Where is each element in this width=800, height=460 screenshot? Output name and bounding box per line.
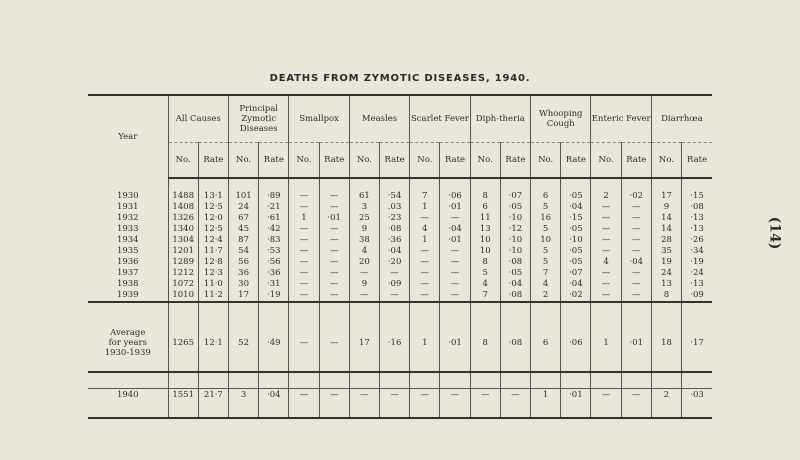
table-cell: 35 [651,246,681,257]
table-cell: ·09 [682,290,712,302]
table-cell: ·13 [682,213,712,224]
table-cell: 1551 [168,372,198,418]
sub-no: No. [651,143,681,179]
table-cell: 8 [470,302,500,372]
sub-no: No. [531,143,561,179]
table-cell: ·10 [500,213,530,224]
table-cell: 4 [591,257,621,268]
table-cell: — [621,290,651,302]
table-cell: ·01 [561,372,591,418]
table-cell: 101 [228,178,258,202]
table-cell: ·04 [561,279,591,290]
table-cell: — [410,372,440,418]
col-diarrhoea: Diarrhœa [651,95,712,143]
table-cell: — [591,279,621,290]
table-cell: — [319,246,349,257]
table-cell: ·09 [380,279,410,290]
table-cell: 18 [651,302,681,372]
table-cell: 1 [531,372,561,418]
table-cell: — [410,257,440,268]
table-cell: ·54 [380,178,410,202]
table-cell: 21·7 [198,372,228,418]
table-cell: — [319,279,349,290]
table-cell: 1 [289,213,319,224]
table-cell: 10 [470,235,500,246]
table-row [88,213,712,224]
table-cell: 9 [651,202,681,213]
sub-no: No. [168,143,198,179]
table-cell: — [319,257,349,268]
row-year: 1937 [116,268,139,278]
col-all-causes: All Causes [168,95,228,143]
table-cell: 2 [591,178,621,202]
row-year: 1932 [116,213,139,223]
table-cell: 87 [228,235,258,246]
sub-rate: Rate [380,143,410,179]
table-cell: 17 [228,290,258,302]
table-cell: — [289,224,319,235]
table-row [88,202,712,213]
table-row [88,279,712,290]
table-cell: ·49 [259,302,289,372]
table-cell: ·04 [440,224,470,235]
sub-no: No. [349,143,379,179]
table-cell: — [289,257,319,268]
table-cell: ·08 [500,257,530,268]
table-cell: 28 [651,235,681,246]
table-cell: — [410,290,440,302]
table-cell: ·19 [259,290,289,302]
table-cell: 6 [531,302,561,372]
table-cell: ·10 [561,235,591,246]
page-title: DEATHS FROM ZYMOTIC DISEASES, 1940. [269,73,531,84]
table-cell: — [289,279,319,290]
table-row [88,178,712,202]
table-cell: 20 [349,257,379,268]
table-cell: ·08 [380,224,410,235]
table-cell: 1 [410,202,440,213]
table-cell: — [319,268,349,279]
table-cell: 6 [531,178,561,202]
table-cell: ·05 [561,178,591,202]
table-cell: ·20 [380,257,410,268]
table-cell: ·04 [380,246,410,257]
table-cell: 1289 [168,257,198,268]
table-cell: ·05 [561,224,591,235]
table-cell: — [410,268,440,279]
table-cell: 9 [349,279,379,290]
table-cell: 12·1 [198,302,228,372]
table-cell: 11·2 [198,290,228,302]
sub-header-row [88,143,712,179]
table-cell: 4 [349,246,379,257]
table-cell: 3 [349,202,379,213]
table-cell: 17 [651,178,681,202]
table-cell: 8 [651,290,681,302]
table-cell: — [289,235,319,246]
table-cell: 56 [228,257,258,268]
table-cell: 13 [651,279,681,290]
table-cell: — [621,224,651,235]
table-cell: ·08 [500,290,530,302]
row-year: 1934 [116,235,139,245]
table-cell: 12·3 [198,268,228,279]
table-cell: ·10 [500,246,530,257]
table-cell: ·89 [259,178,289,202]
current-year: 1940 [88,372,168,418]
sub-rate: Rate [319,143,349,179]
table-cell: — [349,290,379,302]
table-cell: — [319,235,349,246]
table-cell: ·05 [561,246,591,257]
table-cell: 1072 [168,279,198,290]
year-header: Year [88,95,168,178]
sub-rate: Rate [682,143,712,179]
table-cell: ·05 [561,257,591,268]
table-cell: 7 [470,290,500,302]
table-cell: — [410,279,440,290]
table-cell: ·24 [682,268,712,279]
table-cell: 24 [228,202,258,213]
table-cell: 7 [531,268,561,279]
table-cell: 67 [228,213,258,224]
table-cell: — [500,372,530,418]
table-cell: 1340 [168,224,198,235]
table-cell: 5 [531,257,561,268]
table-cell: — [621,372,651,418]
table-cell: 11 [470,213,500,224]
table-cell: ·04 [561,202,591,213]
sub-no: No. [228,143,258,179]
table-cell: 1 [410,302,440,372]
table-cell: ·36 [380,235,410,246]
sub-rate: Rate [259,143,289,179]
table-cell: — [591,202,621,213]
table-cell: — [591,290,621,302]
table-cell: ·13 [682,279,712,290]
table-cell: ·01 [440,302,470,372]
table-cell: 52 [228,302,258,372]
table-cell: — [289,202,319,213]
table-cell: — [621,268,651,279]
table-cell: 5 [531,246,561,257]
table-cell: 10 [531,235,561,246]
table-cell: — [319,178,349,202]
sub-no: No. [289,143,319,179]
table-row [88,235,712,246]
table-cell: — [440,279,470,290]
table-cell: ·21 [259,202,289,213]
table-cell: 10 [470,246,500,257]
table-cell: — [440,268,470,279]
current-year-row [88,372,712,418]
table-cell: ·03 [682,372,712,418]
table-row [88,268,712,279]
table-cell: ·05 [500,202,530,213]
table-cell: ·04 [259,372,289,418]
table-cell: ·02 [621,178,651,202]
table-cell: — [621,213,651,224]
table-cell: ·15 [561,213,591,224]
table-cell: 3 [228,372,258,418]
table-cell: — [591,246,621,257]
col-principal-zymotic: Principal Zymotic Diseases [228,95,288,143]
table-cell: 1265 [168,302,198,372]
table-cell: — [319,372,349,418]
table-cell: ·19 [682,257,712,268]
table-cell: 16 [531,213,561,224]
table-cell: 8 [470,178,500,202]
table-cell: ·31 [259,279,289,290]
table-cell: 6 [470,202,500,213]
table-cell: — [349,268,379,279]
table-cell: 11·7 [198,246,228,257]
table-cell: 14 [651,224,681,235]
table-cell: 12·5 [198,224,228,235]
average-row [88,302,712,372]
table-cell: 11·0 [198,279,228,290]
table-cell: — [621,235,651,246]
table-cell: — [289,178,319,202]
table-cell: ·26 [682,235,712,246]
table-cell: 2 [651,372,681,418]
table-cell: 5 [531,202,561,213]
table-cell: 36 [228,268,258,279]
table-cell: — [319,224,349,235]
table-cell: ·04 [621,257,651,268]
table-cell: 13·1 [198,178,228,202]
table-cell: — [591,235,621,246]
table-cell: 4 [531,279,561,290]
table-cell: 24 [651,268,681,279]
col-smallpox: Smallpox [289,95,349,143]
table-cell: ·01 [440,235,470,246]
table-cell: 1201 [168,246,198,257]
table-cell: ·12 [500,224,530,235]
sub-no: No. [410,143,440,179]
table-cell: — [380,290,410,302]
table-cell: — [410,246,440,257]
table-cell: 1488 [168,178,198,202]
col-enteric-fever: Enteric Fever [591,95,651,143]
sub-rate: Rate [621,143,651,179]
table-cell: ·56 [259,257,289,268]
table-cell: 9 [349,224,379,235]
table-cell: ·01 [319,213,349,224]
table-cell: ·07 [561,268,591,279]
table-cell: ·61 [259,213,289,224]
table-cell: 14 [651,213,681,224]
table-cell: ·34 [682,246,712,257]
table-cell: ·15 [682,178,712,202]
table-cell: — [289,290,319,302]
table-cell: 1010 [168,290,198,302]
table-cell: 1212 [168,268,198,279]
table-cell: — [319,202,349,213]
table-cell: 61 [349,178,379,202]
col-diphtheria: Diph-theria [470,95,530,143]
average-label-line: Average [110,328,146,338]
table-cell: — [349,372,379,418]
table-cell: 45 [228,224,258,235]
average-label-line: 1930-1939 [104,348,151,358]
group-header-row [88,95,712,143]
summary-rows [88,302,712,418]
yearly-rows [88,178,712,302]
table-cell: ·83 [259,235,289,246]
table-cell: ·01 [440,202,470,213]
table-cell: 1408 [168,202,198,213]
table-cell: ·53 [259,246,289,257]
table-cell: ·07 [500,178,530,202]
row-year: 1930 [116,190,139,201]
table-cell: — [440,257,470,268]
table-cell: — [289,372,319,418]
table-cell: 1 [410,235,440,246]
table-cell: ·23 [380,213,410,224]
row-year: 1936 [116,257,139,267]
sub-rate: Rate [440,143,470,179]
table-row [88,246,712,257]
table-cell: ·04 [500,279,530,290]
table-cell: 4 [410,224,440,235]
table-cell: — [591,213,621,224]
sub-rate: Rate [198,143,228,179]
table-cell: 25 [349,213,379,224]
table-cell: 13 [470,224,500,235]
table-cell: 1 [591,302,621,372]
table-cell: — [440,246,470,257]
col-measles: Measles [349,95,409,143]
table-cell: — [621,246,651,257]
table-cell: — [591,372,621,418]
table-cell: — [319,290,349,302]
table-cell: — [591,224,621,235]
table-cell: 12·8 [198,257,228,268]
table-cell: .03 [380,202,410,213]
average-label-line: for years [108,338,147,348]
row-year: 1939 [116,290,139,300]
sub-no: No. [591,143,621,179]
table-cell: ·36 [259,268,289,279]
table-cell: 54 [228,246,258,257]
row-year: 1933 [116,224,139,234]
table-cell: — [440,213,470,224]
table-cell: 30 [228,279,258,290]
page-number: (14) [766,216,783,250]
table-cell: — [289,268,319,279]
row-year: 1931 [116,202,139,212]
table-cell: ·05 [500,268,530,279]
table-cell: — [621,202,651,213]
table-cell: 5 [531,224,561,235]
table-row [88,224,712,235]
row-year: 1935 [116,246,139,256]
sub-rate: Rate [561,143,591,179]
table-cell: ·16 [380,302,410,372]
table-cell: ·02 [561,290,591,302]
table-row [88,290,712,302]
table-cell: 12·5 [198,202,228,213]
table-cell: 7 [410,178,440,202]
table-cell: ·06 [561,302,591,372]
table-cell: — [440,290,470,302]
table-cell: — [470,372,500,418]
table-cell: 17 [349,302,379,372]
table-cell: ·01 [621,302,651,372]
table-cell: 12·4 [198,235,228,246]
table-cell: — [289,302,319,372]
table-cell: — [410,213,440,224]
table-cell: 1326 [168,213,198,224]
sub-rate: Rate [500,143,530,179]
table-cell: ·08 [682,202,712,213]
table-cell: 2 [531,290,561,302]
table-cell: 8 [470,257,500,268]
col-scarlet-fever: Scarlet Fever [410,95,470,143]
table-cell: 19 [651,257,681,268]
table-cell: — [289,246,319,257]
sub-no: No. [470,143,500,179]
table-cell: ·06 [440,178,470,202]
table-cell: ·42 [259,224,289,235]
table-cell: 5 [470,268,500,279]
average-label [88,302,168,372]
table-cell: — [440,372,470,418]
table-cell: 4 [470,279,500,290]
table-cell: — [591,268,621,279]
table-cell: — [319,302,349,372]
bottom-rule [88,388,712,389]
table-cell: — [380,372,410,418]
col-whooping-cough: Whooping Cough [531,95,591,143]
table-cell: 12·0 [198,213,228,224]
table-cell: ·13 [682,224,712,235]
table-cell: 38 [349,235,379,246]
table-cell: — [380,268,410,279]
deaths-table [88,94,712,419]
table-row [88,257,712,268]
table-cell: 1304 [168,235,198,246]
table-cell: ·10 [500,235,530,246]
table-cell: ·17 [682,302,712,372]
table-cell: ·08 [500,302,530,372]
table-cell: — [621,279,651,290]
row-year: 1938 [116,279,139,289]
